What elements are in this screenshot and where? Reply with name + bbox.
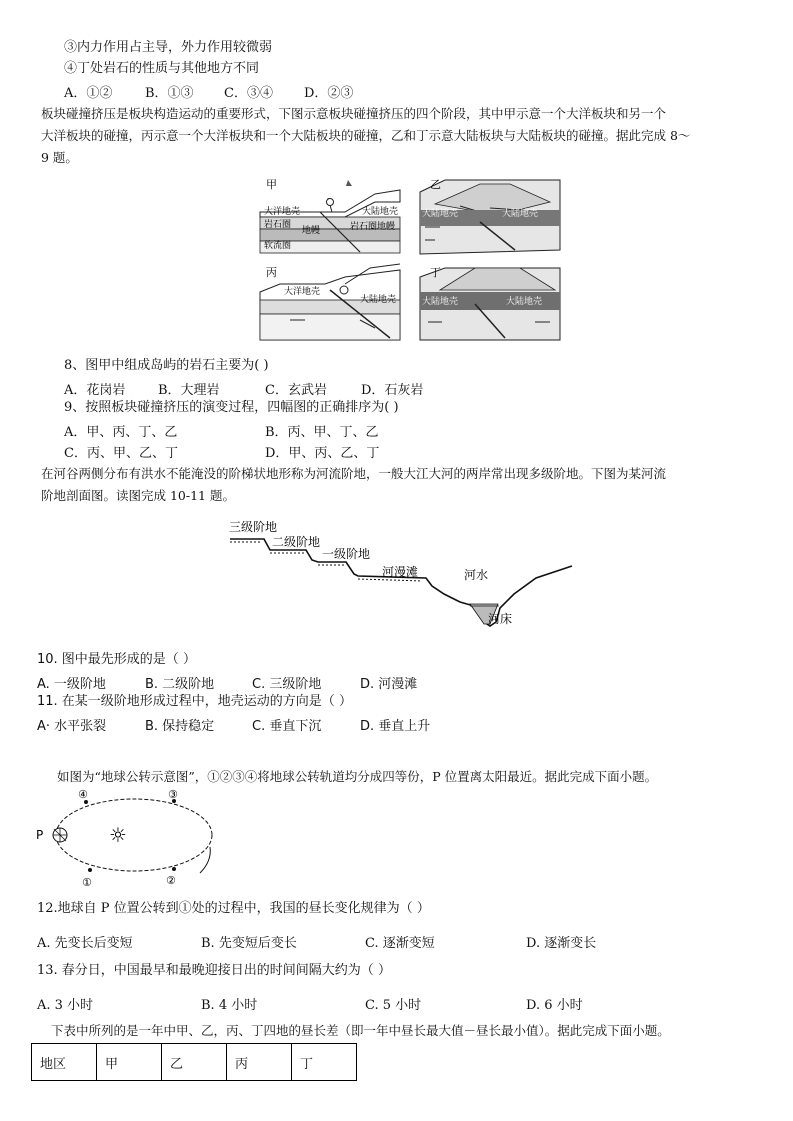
yi-right-crust: 大陆地壳	[502, 209, 539, 219]
plate-intro-line3: 9 题。	[41, 150, 78, 165]
bing-label: 丙	[266, 266, 277, 279]
q13-option-c: C. 5 小时	[365, 998, 422, 1013]
jia-mantle: 地幔	[302, 226, 321, 236]
q12-stem: 12.地球自 P 位置公转到①处的过程中，我国的昼长变化规律为（ ）	[37, 901, 430, 916]
level2-label: 二级阶地	[272, 535, 321, 549]
q11-option-d: D. 垂直上升	[360, 719, 431, 734]
jia-lithosphere: 岩石圈	[264, 220, 292, 230]
river-terrace-figure	[226, 514, 578, 640]
day-length-table	[31, 1043, 357, 1081]
table-header-ding: 丁	[292, 1044, 357, 1081]
q12-option-d: D. 逐渐变长	[526, 936, 597, 951]
ding-right-crust: 大陆地壳	[506, 297, 543, 307]
q10-stem: 10. 图中最先形成的是（ ）	[37, 652, 196, 667]
water-label: 河水	[464, 568, 489, 582]
q9-option-a: A．甲、丙、丁、乙	[64, 425, 178, 440]
q12-option-b: B. 先变短后变长	[201, 936, 297, 951]
panel-ding	[420, 266, 560, 340]
q8-option-d: D．石灰岩	[361, 383, 424, 398]
q7-option-a: A．①②	[64, 86, 113, 101]
orbit-p-label: P	[36, 828, 44, 842]
table-header-jia: 甲	[97, 1044, 162, 1081]
panel-yi	[420, 178, 560, 254]
jia-ocean-crust: 大洋地壳	[264, 207, 301, 217]
plate-collision-figure	[250, 172, 570, 344]
q8-option-a: A．花岗岩	[64, 383, 126, 398]
plate-intro-line2: 大洋板块的碰撞，丙示意一个大洋板块和一个大陆板块的碰撞，乙和丁示意大陆板块与大陆板块的碰撞。据此完成 8～	[41, 128, 691, 143]
yi-left-crust: 大陆地壳	[422, 209, 459, 219]
q12-option-c: C. 逐渐变短	[365, 936, 435, 951]
q7-option-c: C．③④	[224, 86, 273, 101]
q10-option-d: D. 河漫滩	[360, 677, 418, 692]
q9-option-d: D．甲、丙、乙、丁	[265, 446, 380, 461]
jia-asthenosphere: 软流圈	[264, 241, 292, 251]
q10-option-a: A. 一级阶地	[37, 677, 106, 692]
q10-option-c: C. 三级阶地	[252, 677, 322, 692]
bing-ocean-crust: 大洋地壳	[284, 287, 321, 297]
table-header-region: 地区	[32, 1044, 97, 1081]
q12-option-a: A. 先变长后变短	[37, 936, 133, 951]
bing-continent-crust: 大陆地壳	[360, 295, 397, 305]
q13-option-a: A. 3 小时	[37, 998, 94, 1013]
orbit-label-3: ③	[168, 788, 178, 801]
table-row	[32, 1044, 357, 1081]
orbit-intro: 如图为“地球公转示意图”，①②③④将地球公转轨道均分成四等份，P 位置离太阳最近。据此完成下面小题。	[57, 769, 658, 784]
level1-label: 一级阶地	[322, 547, 371, 561]
jia-label: 甲	[266, 178, 277, 191]
panel-jia	[260, 178, 400, 254]
earth-orbit-figure	[34, 787, 220, 893]
sun-icon: ☼	[109, 823, 127, 847]
q13-option-d: D. 6 小时	[526, 998, 583, 1013]
q8-stem: 8、图甲中组成岛屿的岩石主要为( )	[64, 358, 269, 373]
yi-label: 乙	[430, 178, 441, 191]
orbit-label-4: ④	[78, 788, 88, 801]
q7-item-3: ③内力作用占主导，外力作用较微弱	[64, 40, 273, 55]
q7-option-d: D．②③	[304, 86, 354, 101]
q13-option-b: B. 4 小时	[201, 998, 258, 1013]
table-intro: 下表中所列的是一年中甲、乙，丙、丁四地的昼长差（即一年中昼长最大值－昼长最小值）。据此完成下面小题。	[51, 1023, 670, 1038]
orbit-label-2: ②	[166, 874, 176, 887]
q8-option-c: C．玄武岩	[265, 383, 327, 398]
q7-option-b: B．①③	[145, 86, 194, 101]
panel-bing	[260, 264, 400, 340]
q11-stem: 11. 在某一级阶地形成过程中，地壳运动的方向是（ ）	[37, 694, 352, 709]
level3-label: 三级阶地	[229, 520, 278, 534]
ding-left-crust: 大陆地壳	[422, 297, 459, 307]
q9-option-c: C．丙、甲、乙、丁	[64, 446, 178, 461]
terrace-intro-line2: 阶地剖面图。读图完成 10-11 题。	[41, 488, 235, 503]
jia-continent-crust: 大陆地壳	[362, 207, 399, 217]
q13-stem: 13. 春分日，中国最早和最晚迎接日出的时间间隔大约为（ ）	[37, 963, 391, 978]
q11-option-a: A· 水平张裂	[37, 719, 107, 734]
q9-stem: 9、按照板块碰撞挤压的演变过程，四幅图的正确排序为( )	[64, 400, 399, 415]
q11-option-c: C. 垂直下沉	[252, 719, 322, 734]
table-header-yi: 乙	[162, 1044, 227, 1081]
orbit-label-1: ①	[82, 876, 92, 889]
q11-option-b: B. 保持稳定	[145, 719, 215, 734]
plate-intro-line1: 板块碰撞挤压是板块构造运动的重要形式，下图示意板块碰撞挤压的四个阶段，其中甲示意一个大洋板块和另一个	[41, 106, 667, 121]
q8-option-b: B．大理岩	[158, 383, 220, 398]
q10-option-b: B. 二级阶地	[145, 677, 215, 692]
bed-label: 河床	[488, 612, 513, 626]
jia-litho-mantle: 岩石圈地幔	[350, 222, 396, 232]
q7-item-4: ④丁处岩石的性质与其他地方不同	[64, 61, 260, 76]
terrace-intro-line1: 在河谷两侧分布有洪水不能淹没的阶梯状地形称为河流阶地，一般大江大河的两岸常出现多级阶地。下图为某河流	[41, 466, 667, 481]
ding-label: 丁	[430, 266, 441, 279]
table-header-bing: 丙	[227, 1044, 292, 1081]
floodplain-label: 河漫滩	[382, 565, 419, 579]
q9-option-b: B．丙、甲、丁、乙	[265, 425, 379, 440]
